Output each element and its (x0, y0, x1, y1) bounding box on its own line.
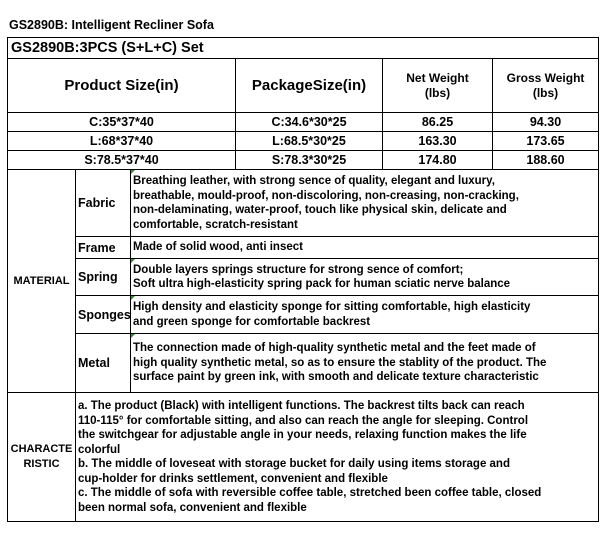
sponges-description (131, 296, 599, 334)
table-row (8, 113, 599, 132)
spring-description (131, 259, 599, 296)
description-line: colorful (78, 443, 121, 456)
set-title: GS2890B:3PCS (S+L+C) Set (8, 38, 599, 59)
metal-description (131, 334, 599, 393)
description-line: non-delaminating, water-proof, touch like physical skin, delicate and (133, 204, 507, 216)
spring-label: Spring (76, 259, 131, 296)
description-line: cup-holder for drinks settlement, convenient and flexible (78, 472, 388, 485)
material-sponges-row (8, 296, 599, 334)
net-weight-cell: 174.80 (383, 151, 493, 170)
description-line: been normal sofa, convenient and flexible (78, 501, 307, 514)
description-line: 110-115° for comfortable sitting, and also can reach the angle for sleeping. Control (78, 414, 529, 427)
gross-weight-cell: 94.30 (493, 113, 599, 132)
fabric-label: Fabric (76, 170, 131, 237)
frame-label: Frame (76, 237, 131, 259)
product-size-cell: L:68*37*40 (8, 132, 236, 151)
material-label: MATERIAL (8, 170, 76, 393)
description-line: breathable, mould-proof, non-discoloring, non-creasing, non-cracking, (133, 189, 519, 202)
description-line: b. The middle of loveseat with storage bucket for daily using items storage and (78, 458, 510, 470)
sponges-label: Sponges (76, 296, 131, 334)
header-gross-weight (493, 59, 599, 113)
net-weight-unit: (lbs) (424, 85, 451, 100)
characteristic-label-line: RISTIC (23, 458, 60, 470)
header-product-size: Product Size(in) (8, 59, 236, 113)
characteristic-label (8, 393, 76, 522)
description-line: a. The product (Black) with intelligent functions. The backrest tilts back can reach (78, 400, 525, 412)
gross-weight-cell: 173.65 (493, 132, 599, 151)
spec-table (7, 37, 599, 522)
description-line: The connection made of high-quality synthetic metal and the feet made of (133, 342, 536, 355)
table-row (8, 132, 599, 151)
header-row (8, 59, 599, 113)
frame-description (131, 237, 599, 259)
description-line: high quality synthetic metal, so as to ensure the stablity of the product. The (133, 356, 547, 369)
header-package-size: PackageSize(in) (236, 59, 383, 113)
net-weight-cell: 163.30 (383, 132, 493, 151)
description-line: surface paint by green ink, with smooth and delicate texture characteristic (133, 371, 539, 384)
material-spring-row (8, 259, 599, 296)
material-metal-row (8, 334, 599, 393)
corner-mark (131, 259, 135, 263)
material-fabric-row (8, 170, 599, 237)
fabric-description (131, 170, 599, 237)
corner-mark (131, 170, 135, 174)
corner-mark (131, 296, 135, 300)
characteristic-row (8, 393, 599, 522)
package-size-cell: C:34.6*30*25 (236, 113, 383, 132)
description-line: Soft ultra high-elasticity spring pack for human sciatic nerve balance (133, 278, 511, 290)
gross-weight-unit: (lbs) (532, 85, 559, 100)
package-size-cell: S:78.3*30*25 (236, 151, 383, 170)
characteristic-description (76, 393, 599, 522)
net-weight-label: Net Weight (406, 70, 469, 85)
header-net-weight (383, 59, 493, 113)
description-line: and green sponge for comfortable backrest (133, 315, 371, 328)
gross-weight-label: Gross Weight (506, 70, 585, 85)
description-line: High density and elasticity sponge for sitting comfortable, high elasticity (133, 301, 531, 313)
description-line: Breathing leather, with strong sence of quality, elegant and luxury, (133, 175, 495, 187)
description-line: c. The middle of sofa with reversible coffee table, stretched been coffee table, closed (78, 487, 542, 499)
product-size-cell: S:78.5*37*40 (8, 151, 236, 170)
gross-weight-cell: 188.60 (493, 151, 599, 170)
material-frame-row (8, 237, 599, 259)
description-line: Double layers springs structure for strong sence of comfort; (133, 263, 464, 276)
product-size-cell: C:35*37*40 (8, 113, 236, 132)
description-line: Made of solid wood, anti insect (133, 241, 303, 254)
net-weight-cell: 86.25 (383, 113, 493, 132)
metal-label: Metal (76, 334, 131, 393)
document-title: GS2890B: Intelligent Recliner Sofa (9, 18, 214, 32)
description-line: comfortable, scratch-resistant (133, 218, 298, 231)
corner-mark (131, 334, 135, 338)
table-row (8, 151, 599, 170)
package-size-cell: L:68.5*30*25 (236, 132, 383, 151)
description-line: the switchgear for adjustable angle in your needs, relaxing function makes the life (78, 429, 527, 441)
characteristic-label-line: CHARACTE (10, 443, 73, 455)
